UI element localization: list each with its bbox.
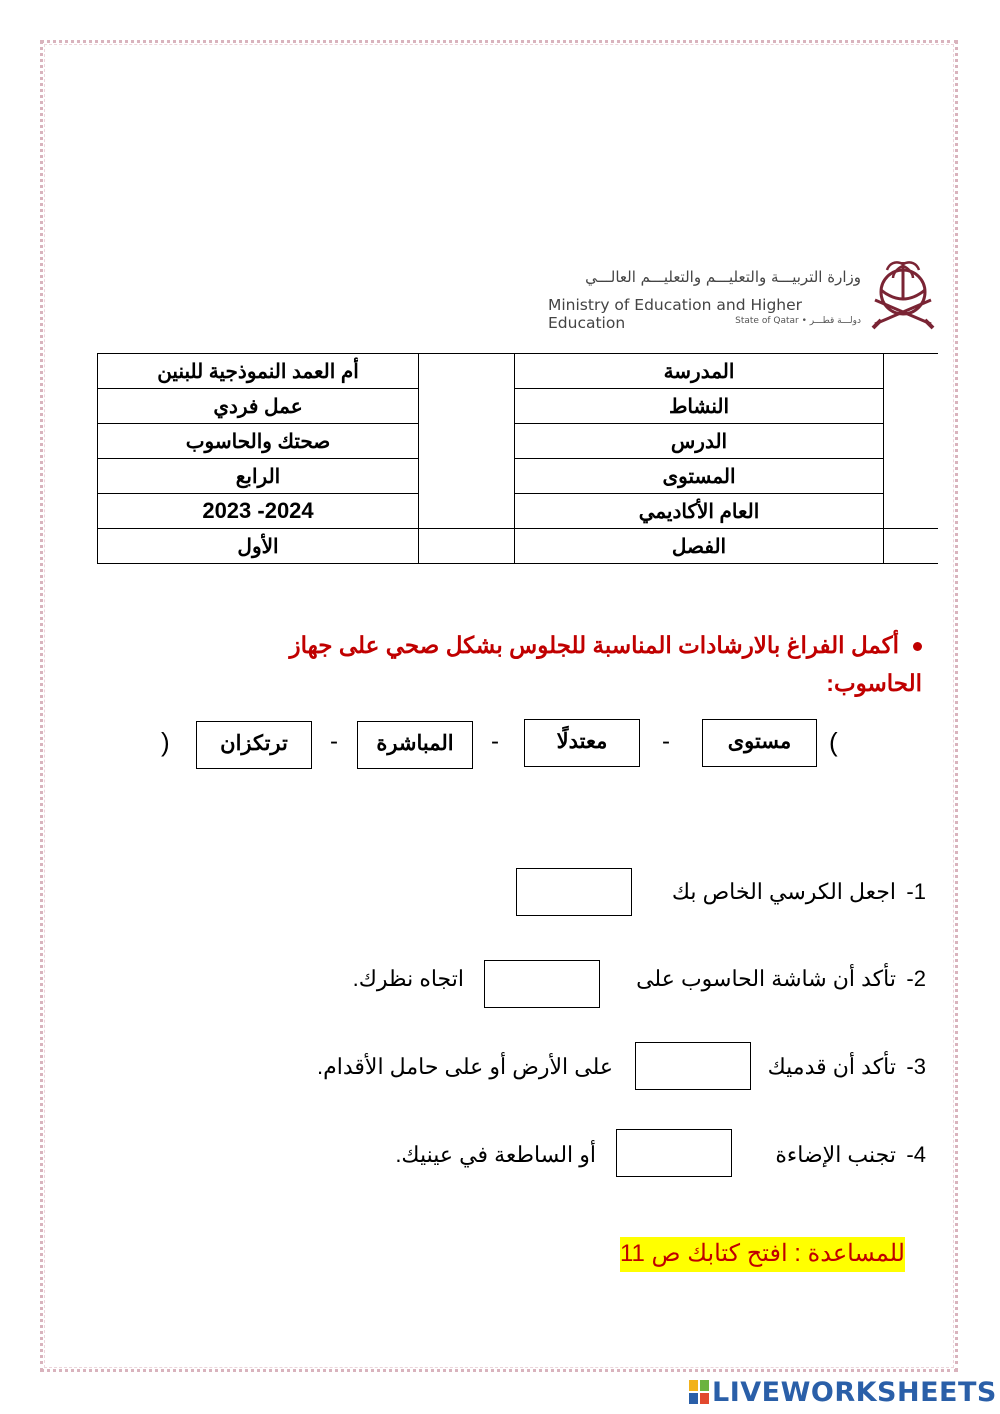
- table-row: [98, 494, 938, 529]
- lesson-value: صحتك والحاسوب: [98, 424, 419, 459]
- question-text-after: اتجاه نظرك.: [352, 966, 464, 991]
- table-row: [98, 354, 938, 389]
- table-row: [98, 529, 938, 564]
- word-bank-item[interactable]: معتدلًا: [524, 719, 640, 767]
- activity-label: النشاط: [515, 389, 884, 424]
- level-label: المستوى: [515, 459, 884, 494]
- question-text-after: أو الساطعة في عينيك.: [395, 1142, 596, 1167]
- open-paren: (: [829, 727, 838, 757]
- answer-box-2[interactable]: [484, 960, 600, 1008]
- word-bank-item[interactable]: المباشرة: [357, 721, 473, 769]
- table-spacer-cell: [419, 529, 515, 564]
- bullet-icon: [913, 642, 922, 651]
- page-border-inner: [44, 44, 954, 1368]
- semester-value: الأول: [98, 529, 419, 564]
- word-bank-item[interactable]: ترتكزان: [196, 721, 312, 769]
- question-text: تأكد أن شاشة الحاسوب على: [636, 966, 896, 991]
- question-text: اجعل الكرسي الخاص بك: [671, 879, 896, 904]
- word-separator: -: [662, 728, 670, 755]
- semester-label: الفصل: [515, 529, 884, 564]
- school-label: المدرسة: [515, 354, 884, 389]
- table-row: [98, 389, 938, 424]
- question-number: 3-: [906, 1054, 926, 1079]
- ministry-header: [548, 250, 943, 332]
- ministry-name-arabic: وزارة التربيـــة والتعليـــم والتعليـــم العالـــي: [585, 268, 861, 286]
- academic-year-label: العام الأكاديمي: [515, 494, 884, 529]
- activity-value: عمل فردي: [98, 389, 419, 424]
- question-text: تأكد أن قدميك: [767, 1054, 896, 1079]
- question-text-after: على الأرض أو على حامل الأقدام.: [317, 1054, 613, 1079]
- table-row: [98, 459, 938, 494]
- ministry-name-english: Ministry of Education and Higher Education: [548, 296, 803, 332]
- liveworksheets-logo: [688, 1374, 997, 1410]
- qatar-emblem-icon: [867, 250, 939, 332]
- answer-box-3[interactable]: [635, 1042, 751, 1090]
- question-number: 2-: [906, 966, 926, 991]
- word-separator: -: [330, 728, 338, 755]
- question-text: تجنب الإضاءة: [775, 1142, 896, 1167]
- question-number: 1-: [906, 879, 926, 904]
- info-table: [97, 353, 938, 564]
- table-edge-cell: [884, 354, 938, 529]
- instruction: [182, 626, 922, 702]
- help-note: للمساعدة : افتح كتابك ص 11: [620, 1237, 905, 1272]
- word-bank-item[interactable]: مستوى: [702, 719, 817, 767]
- liveworksheets-text: LIVEWORKSHEETS: [712, 1376, 997, 1408]
- instruction-line-2: الحاسوب:: [826, 670, 922, 696]
- table-row: [98, 424, 938, 459]
- liveworksheets-icon: [688, 1378, 710, 1406]
- word-separator: -: [491, 728, 499, 755]
- table-spacer-cell: [419, 354, 515, 529]
- instruction-line-1: أكمل الفراغ بالارشادات المناسبة للجلوس بشكل صحي على جهاز: [289, 632, 899, 658]
- level-value: الرابع: [98, 459, 419, 494]
- lesson-label: الدرس: [515, 424, 884, 459]
- table-edge-cell: [884, 529, 938, 564]
- school-value: أم العمد النموذجية للبنين: [98, 354, 419, 389]
- ministry-state: State of Qatar • دولـــة قطـــر: [735, 316, 861, 326]
- question-number: 4-: [906, 1142, 926, 1167]
- answer-box-4[interactable]: [616, 1129, 732, 1177]
- answer-box-1[interactable]: [516, 868, 632, 916]
- close-paren: ): [161, 727, 170, 757]
- academic-year-value: 2023 -2024: [98, 494, 419, 529]
